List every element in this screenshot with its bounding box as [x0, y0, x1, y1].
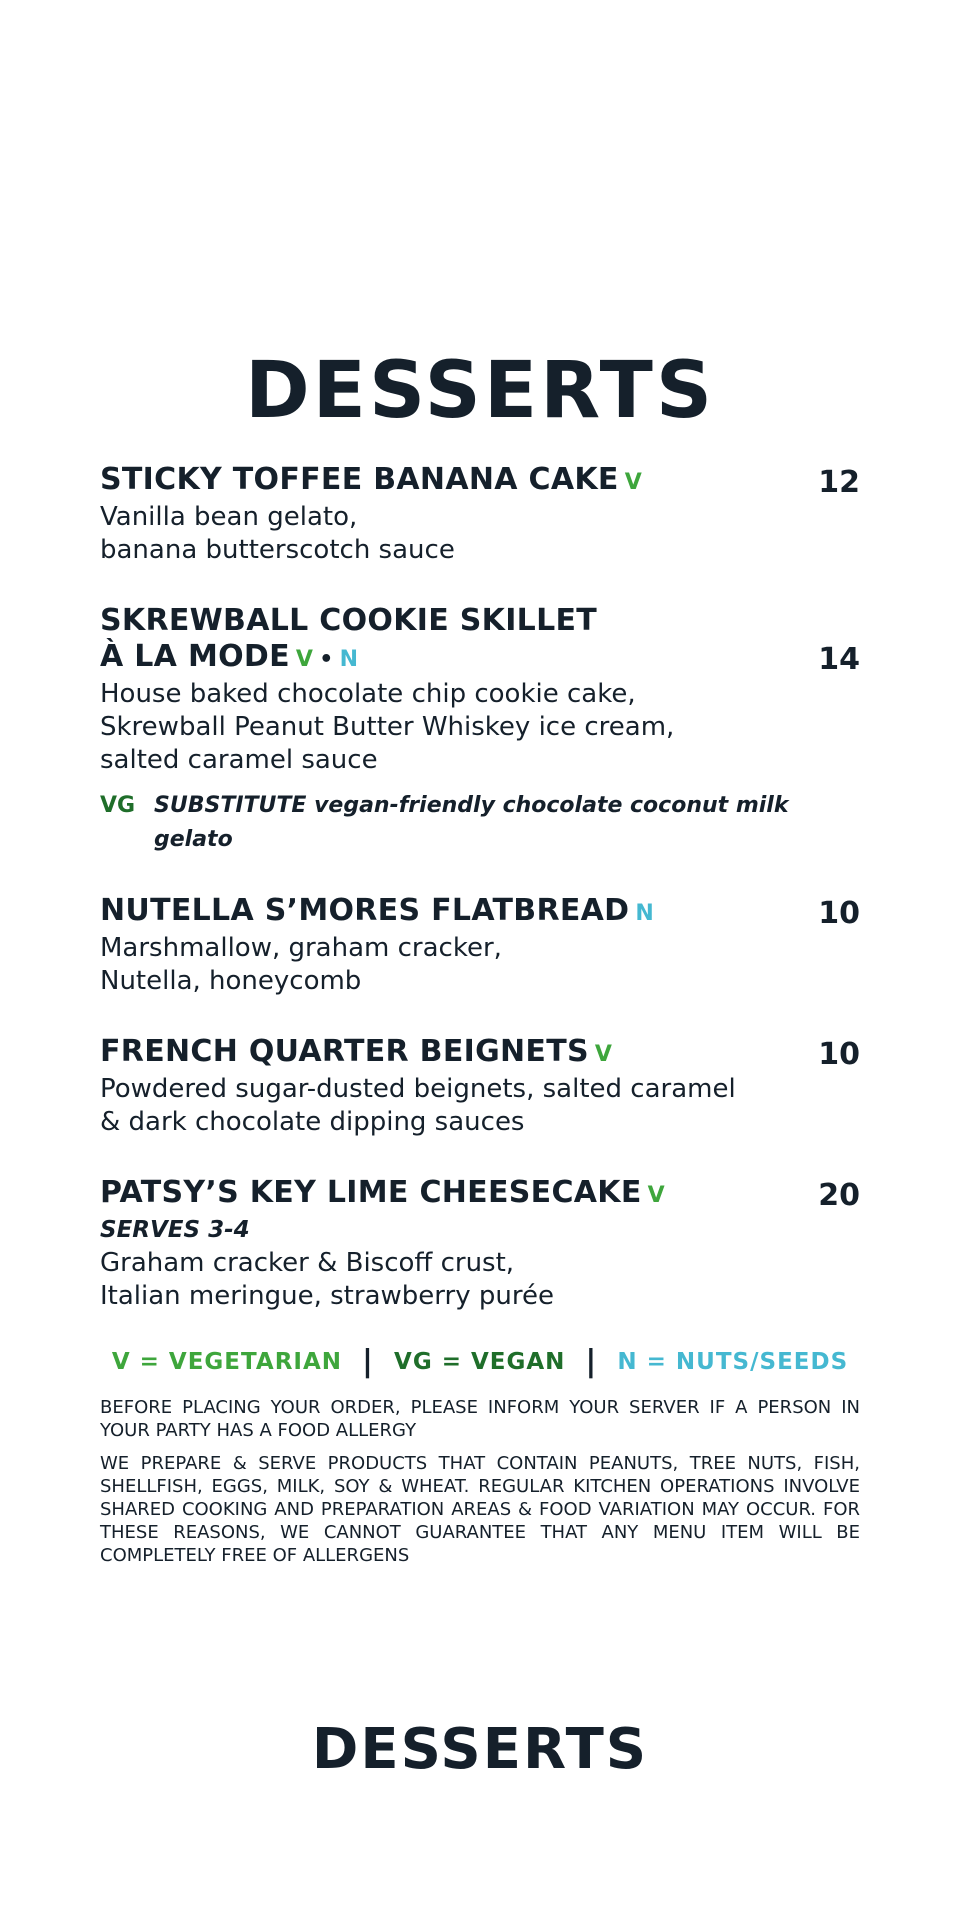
- menu-item-header: [100, 639, 860, 678]
- menu-item-name: [100, 1175, 665, 1214]
- menu-item-description-line: & dark chocolate dipping sauces: [100, 1107, 525, 1137]
- vegan-substitute-note: [100, 789, 860, 857]
- menu-item-description-line: Skrewball Peanut Butter Whiskey ice cream,: [100, 712, 675, 742]
- menu-item-name-text: NUTELLA S’MORES FLATBREAD: [100, 893, 630, 928]
- separator-dot: •: [319, 647, 334, 672]
- menu-item-nutella-smores: [100, 893, 860, 998]
- vegetarian-tag: V: [594, 1042, 613, 1067]
- menu-item-description-line: Graham cracker & Biscoff crust,: [100, 1248, 515, 1278]
- menu-item-description-line: banana butterscotch sauce: [100, 535, 455, 565]
- menu-item-key-lime-cheesecake: [100, 1175, 860, 1313]
- menu-item-header: [100, 1175, 860, 1214]
- nuts-tag: N: [635, 901, 655, 926]
- menu-item-name: SKREWBALL COOKIE SKILLET: [100, 603, 598, 638]
- menu-item-description-line: Nutella, honeycomb: [100, 966, 362, 996]
- menu-item-description-line: Vanilla bean gelato,: [100, 502, 358, 532]
- menu-item-name: [100, 893, 654, 932]
- menu-item-description-line: Italian meringue, strawberry purée: [100, 1281, 554, 1311]
- vegetarian-tag: V: [624, 470, 643, 495]
- vegetarian-tag: V: [647, 1183, 665, 1208]
- menu-item-name-text: PATSY’S KEY LIME CHEESECAKE: [100, 1175, 642, 1210]
- allergy-notice: BEFORE PLACING YOUR ORDER, PLEASE INFORM YOUR SERVER IF A PERSON IN YOUR PARTY HAS A FOOD ALLERGY: [100, 1397, 860, 1441]
- menu-item-sticky-toffee: [100, 462, 860, 567]
- allergen-disclaimer: WE PREPARE & SERVE PRODUCTS THAT CONTAIN PEANUTS, TREE NUTS, FISH, SHELLFISH, EGGS, MILK, SOY & WHEAT. REGULAR KITCHEN OPERATIONS INVOLVE SHARED COOKING AND PREPARATION AREAS & FOOD VARIATION MAY OCCUR. FOR THESE REASONS, WE CANNOT GUARANTEE THAT ANY MENU ITEM WILL BE COMPLETELY FREE OF ALLERGENS: [100, 1453, 860, 1566]
- menu-item-price: 12: [818, 465, 860, 500]
- vegetarian-tag: V: [295, 647, 314, 672]
- menu-item-description-line: House baked chocolate chip cookie cake,: [100, 679, 636, 709]
- menu-item-name-text: STICKY TOFFEE BANANA CAKE: [100, 462, 619, 497]
- menu-item-name: [100, 462, 642, 501]
- menu-item-price: 14: [818, 642, 860, 677]
- vegan-tag: VG: [100, 793, 136, 818]
- menu-item-skrewball-cookie: [100, 603, 860, 857]
- menu-item-price: 10: [818, 1037, 860, 1072]
- legend-nuts: N = NUTS/SEEDS: [617, 1348, 849, 1375]
- menu-item-header: [100, 462, 860, 501]
- legend-vegan: VG = VEGAN: [394, 1348, 566, 1375]
- menu-item-name-text: À LA MODE: [100, 639, 290, 674]
- menu-item-description-line: Powdered sugar-dusted beignets, salted caramel: [100, 1074, 736, 1104]
- menu-item-name-line2: [100, 639, 358, 678]
- menu-item-name: [100, 1034, 612, 1073]
- menu-item-description-line: salted caramel sauce: [100, 745, 378, 775]
- nuts-tag: N: [339, 647, 359, 672]
- dietary-legend: [100, 1344, 860, 1379]
- menu-item-header: [100, 1034, 860, 1073]
- page-title: DESSERTS: [244, 346, 716, 436]
- dessert-menu: [100, 462, 860, 1349]
- legend-vegetarian: V = VEGETARIAN: [111, 1348, 343, 1375]
- menu-item-price: 10: [818, 896, 860, 931]
- menu-item-price: 20: [818, 1178, 860, 1213]
- footer-title: DESSERTS: [311, 1717, 649, 1782]
- menu-item-french-quarter-beignets: [100, 1034, 860, 1139]
- substitute-text: SUBSTITUTE vegan-friendly chocolate coconut milk gelato: [154, 793, 789, 852]
- legend-separator: |: [585, 1344, 598, 1379]
- legend-separator: |: [362, 1344, 375, 1379]
- menu-item-name-text: FRENCH QUARTER BEIGNETS: [100, 1034, 589, 1069]
- menu-item-description-line: Marshmallow, graham cracker,: [100, 933, 502, 963]
- serves-note: SERVES 3-4: [100, 1217, 250, 1243]
- menu-item-header: [100, 893, 860, 932]
